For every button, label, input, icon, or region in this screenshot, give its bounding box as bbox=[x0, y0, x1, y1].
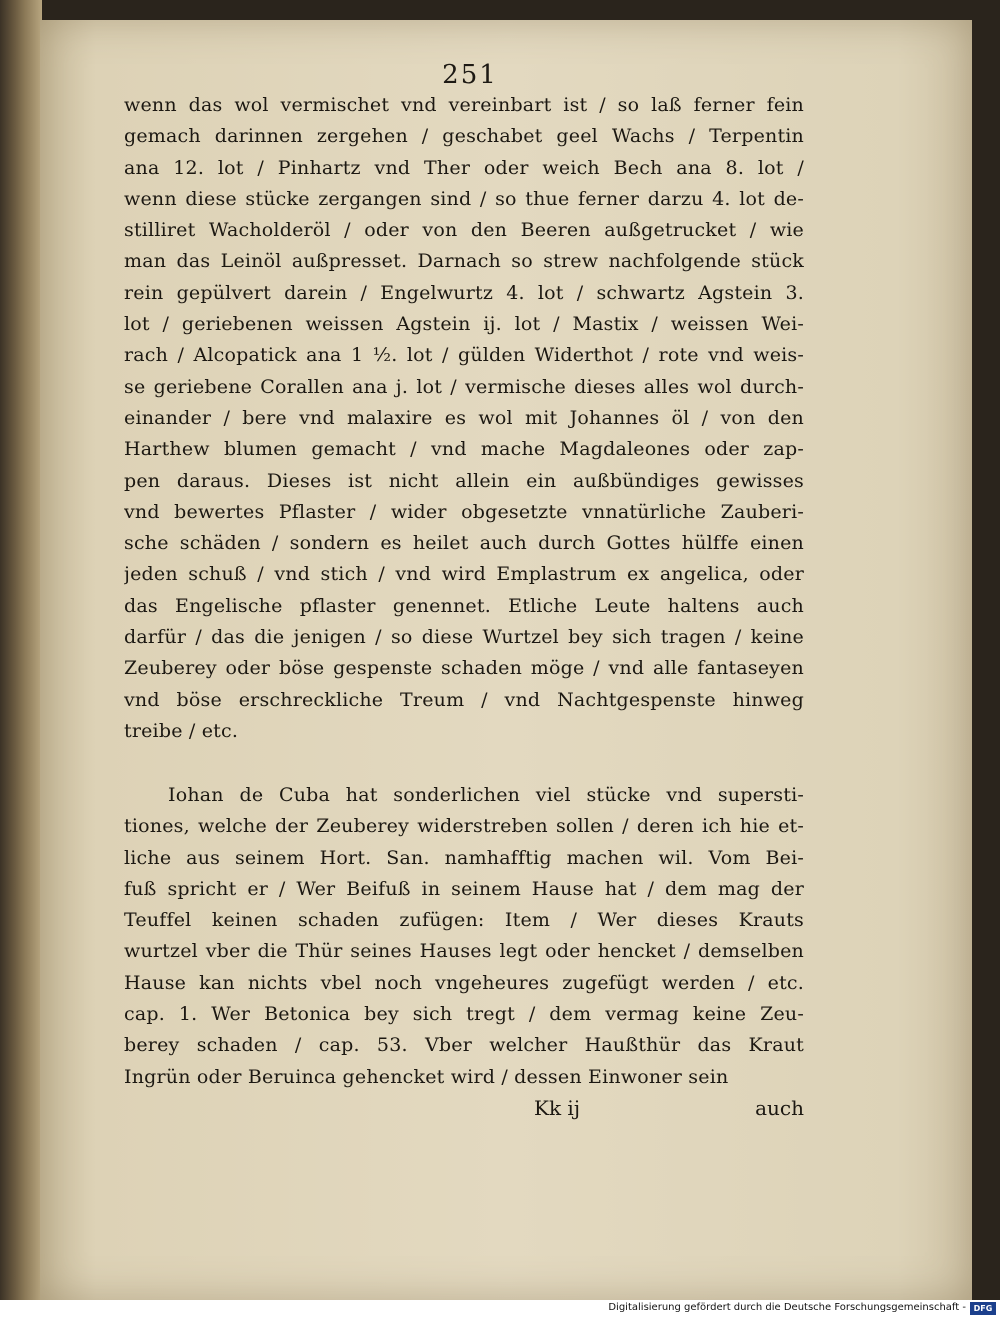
text-line: stilliret Wacholderöl / oder von den Beeren außgetrucket / wie bbox=[124, 219, 804, 242]
text-line: Hause kan nichts vbel noch vngeheures zugefügt werden / etc. bbox=[124, 971, 804, 994]
text-line: liche aus seinem Hort. San. namhafftig machen wil. Vom Bei- bbox=[124, 846, 804, 869]
text-line: ana 12. lot / Pinhartz vnd Ther oder weich Bech ana 8. lot / bbox=[124, 156, 804, 179]
text-line: berey schaden / cap. 53. Vber welcher Haußthür das Kraut bbox=[124, 1034, 804, 1057]
text-line: tiones, welche der Zeuberey widerstreben sollen / deren ich hie et- bbox=[124, 815, 804, 838]
text-line: cap. 1. Wer Betonica bey sich tregt / dem vermag keine Zeu- bbox=[124, 1003, 804, 1026]
text-line: darfür / das die jenigen / so diese Wurtzel bey sich tragen / keine bbox=[124, 626, 804, 649]
text-line: lot / geriebenen weissen Agstein ij. lot / Mastix / weissen Wei- bbox=[124, 313, 804, 336]
page-footer-line bbox=[124, 1096, 804, 1128]
page-number: 251 bbox=[442, 60, 498, 90]
funding-credit: Digitalisierung gefördert durch die Deutsche Forschungsgemeinschaft - bbox=[608, 1302, 966, 1313]
text-line: Zeuberey oder böse gespenste schaden möge / vnd alle fantaseyen bbox=[124, 657, 804, 680]
text-line: wurtzel vber die Thür seines Hauses legt oder hencket / demselben bbox=[124, 940, 804, 963]
text-line: rein gepülvert darein / Engelwurtz 4. lot / schwartz Agstein 3. bbox=[124, 281, 804, 304]
text-line: wenn das wol vermischet vnd vereinbart ist / so laß ferner fein bbox=[124, 94, 804, 116]
text-line: wenn diese stücke zergangen sind / so thue ferner darzu 4. lot de- bbox=[124, 187, 804, 210]
text-line: Iohan de Cuba hat sonderlichen viel stücke vnd supersti- bbox=[168, 784, 804, 806]
text-line: das Engelische pflaster genennet. Etliche Leute haltens auch bbox=[124, 594, 804, 617]
catchword: auch bbox=[755, 1096, 804, 1120]
text-line: gemach darinnen zergehen / geschabet geel Wachs / Terpentin bbox=[124, 125, 804, 148]
text-line: einander / bere vnd malaxire es wol mit Johannes öl / von den bbox=[124, 406, 804, 429]
paragraph-2 bbox=[124, 780, 804, 1093]
book-page bbox=[40, 20, 972, 1300]
digitization-footer bbox=[0, 1300, 1000, 1317]
text-line: jeden schuß / vnd stich / vnd wird Emplastrum ex angelica, oder bbox=[124, 563, 804, 586]
text-line: vnd bewertes Pflaster / wider obgesetzte vnnatürliche Zauberi- bbox=[124, 500, 804, 523]
book-spine-edge bbox=[0, 0, 42, 1300]
text-line: vnd böse erschreckliche Treum / vnd Nachtgespenste hinweg bbox=[124, 688, 804, 711]
text-line: Harthew blumen gemacht / vnd mache Magdaleones oder zap- bbox=[124, 438, 804, 461]
text-line: Ingrün oder Beruinca gehencket wird / dessen Einwoner sein bbox=[124, 1065, 729, 1088]
paragraph-1 bbox=[124, 90, 804, 747]
text-line: rach / Alcopatick ana 1 ½. lot / gülden Widerthot / rote vnd weis- bbox=[124, 344, 804, 367]
text-line: treibe / etc. bbox=[124, 719, 239, 742]
text-line: man das Leinöl außpresset. Darnach so strew nachfolgende stück bbox=[124, 250, 804, 273]
signature-mark: Kk ij bbox=[534, 1096, 581, 1120]
dfg-logo: DFG bbox=[970, 1302, 996, 1315]
text-line: fuß spricht er / Wer Beifuß in seinem Hause hat / dem mag der bbox=[124, 877, 804, 900]
text-line: Teuffel keinen schaden zufügen: Item / Wer dieses Krauts bbox=[124, 909, 804, 932]
text-line: sche schäden / sondern es heilet auch durch Gottes hülffe einen bbox=[124, 532, 804, 555]
text-line: se geriebene Corallen ana j. lot / vermische dieses alles wol durch- bbox=[124, 375, 804, 398]
text-line: pen daraus. Dieses ist nicht allein ein außbündiges gewisses bbox=[124, 469, 804, 492]
